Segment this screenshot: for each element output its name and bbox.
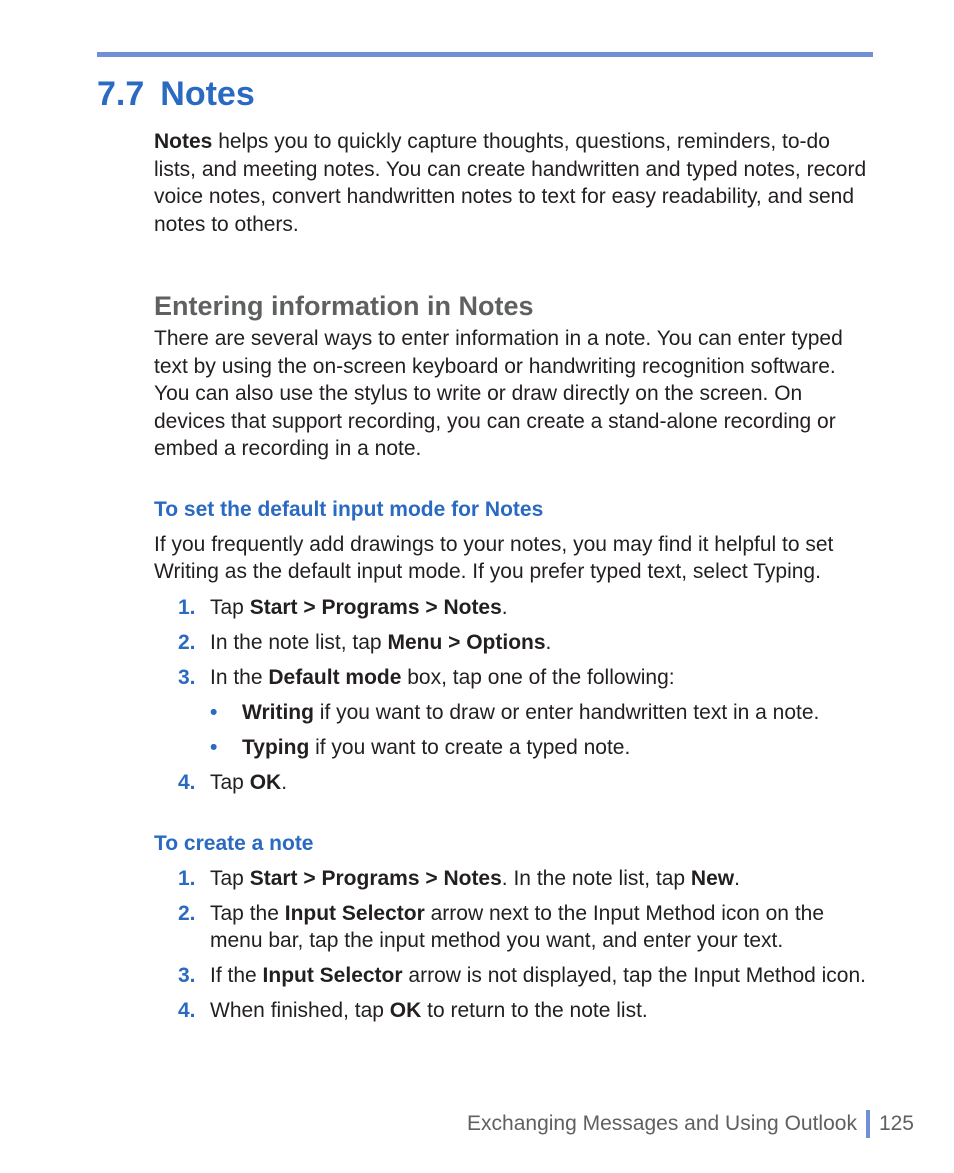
intro-paragraph [154, 128, 874, 238]
step-bold: Start > Programs > Notes [249, 595, 502, 619]
step-number: 3. [178, 665, 196, 689]
bullet-text: if you want to draw or enter handwritten text in a note. [313, 700, 820, 724]
step-text: . [281, 770, 288, 794]
procedure-steps-create-note [154, 865, 874, 1024]
footer-chapter-title: Exchanging Messages and Using Outlook [467, 1112, 857, 1135]
step-item [154, 900, 874, 954]
procedure-intro: If you frequently add drawings to your notes, you may find it helpful to set Writing as the default input mode. If you prefer typed text, select Typing. [154, 532, 834, 583]
page-number: 125 [878, 1112, 914, 1135]
chapter-title [97, 72, 255, 116]
step-text: . [734, 866, 740, 890]
section-heading: Entering information in Notes [154, 291, 534, 321]
step-bold: OK [389, 998, 422, 1022]
step-item [154, 997, 874, 1024]
step-bold: Input Selector [262, 963, 403, 987]
intro-lead: Notes [154, 130, 213, 153]
step-number: 3. [178, 963, 196, 987]
step-number: 1. [178, 595, 196, 619]
step-number: 4. [178, 998, 196, 1022]
step-item [154, 769, 874, 796]
procedure-steps-default-mode-cont [154, 769, 874, 796]
step-text: box, tap one of the following: [401, 665, 675, 689]
step-item [154, 962, 874, 989]
page-content [154, 128, 874, 1024]
bullet-icon: • [210, 735, 218, 759]
step-number: 2. [178, 630, 196, 654]
bullet-item [154, 699, 874, 726]
step-text: If the [210, 963, 263, 987]
bullet-bold: Typing [242, 735, 310, 759]
step-text: In the note list, tap [210, 630, 388, 654]
step-item [154, 629, 874, 656]
step-text: . [501, 595, 508, 619]
procedure-heading-create-note: To create a note [154, 831, 314, 855]
section-paragraph: There are several ways to enter information in a note. You can enter typed text by using the on-screen keyboard or handwriting recognition software. You can also use the stylus to write or draw directly on the screen. On devices that support recording, you can create a stand-alone recording or embed a recording in a note. [154, 327, 843, 460]
step-text: arrow next to the Input Method icon on the menu bar, tap the input method you want, and enter your text. [210, 901, 825, 952]
step-text: Tap [210, 770, 250, 794]
step-bold: Menu > Options [387, 630, 546, 654]
step-bold: New [690, 866, 735, 890]
step-bold: Input Selector [284, 901, 425, 925]
bullet-text: if you want to create a typed note. [309, 735, 631, 759]
step-bold: OK [249, 770, 282, 794]
step-text: In the [210, 665, 269, 689]
procedure-heading-default-mode: To set the default input mode for Notes [154, 497, 544, 521]
step-item [154, 594, 874, 621]
default-mode-options [154, 699, 874, 761]
chapter-name: Notes [160, 75, 255, 113]
step-number: 1. [178, 866, 196, 890]
intro-text: helps you to quickly capture thoughts, questions, reminders, to-do lists, and meeting notes. You can create handwritten and typed notes, record voice notes, convert handwritten notes to text for easy readability, and send notes to others. [154, 130, 867, 236]
bullet-item [154, 734, 874, 761]
step-text: . In the note list, tap [501, 866, 691, 890]
step-bold: Start > Programs > Notes [249, 866, 502, 890]
chapter-number: 7.7 [97, 75, 145, 113]
top-rule [97, 52, 873, 57]
step-item [154, 664, 874, 691]
step-text: Tap [210, 595, 250, 619]
step-text: . [545, 630, 552, 654]
step-text: When finished, tap [210, 998, 390, 1022]
bullet-bold: Writing [242, 700, 314, 724]
step-text: Tap [210, 866, 250, 890]
procedure-steps-default-mode [154, 594, 874, 691]
step-text: Tap the [210, 901, 285, 925]
footer-divider [866, 1110, 870, 1138]
step-number: 4. [178, 770, 196, 794]
step-text: arrow is not displayed, tap the Input Method icon. [402, 963, 866, 987]
step-bold: Default mode [268, 665, 402, 689]
step-number: 2. [178, 901, 196, 925]
step-text: to return to the note list. [421, 998, 648, 1022]
bullet-icon: • [210, 700, 218, 724]
step-item [154, 865, 874, 892]
page-footer [467, 1110, 914, 1138]
